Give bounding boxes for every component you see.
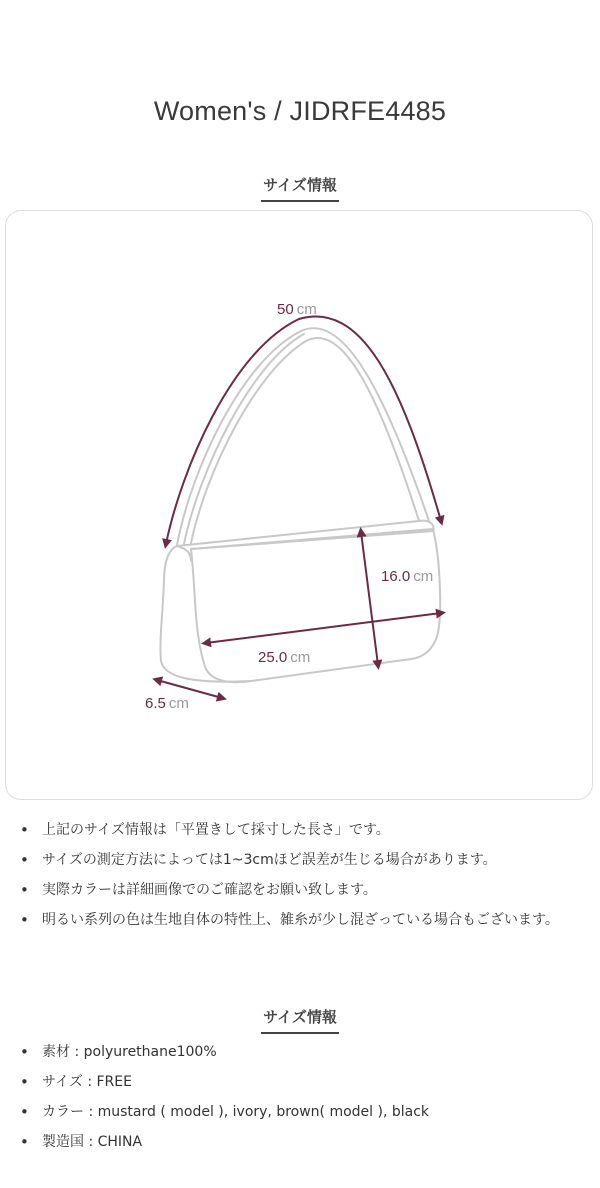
width-measure-label: 25.0 cm — [258, 649, 311, 666]
spec-origin: • 製造国 : CHINA — [0, 1127, 600, 1157]
page-title: Women's / JIDRFE4485 — [153, 96, 447, 126]
bag-top — [177, 521, 433, 549]
strap-measure-label: 50 cm — [277, 301, 317, 318]
strap-outer — [177, 328, 429, 545]
height-measure-line — [361, 532, 378, 665]
size-notes-list — [0, 815, 600, 935]
bag-side — [160, 546, 251, 682]
strap-measure-line — [166, 316, 441, 544]
size-info-heading-label: サイズ情報 — [261, 174, 339, 202]
spec-size: • サイズ : FREE — [0, 1067, 600, 1097]
spec-list — [0, 1037, 600, 1157]
height-measure-label: 16.0 cm — [381, 568, 434, 585]
spec-color: • カラー : mustard ( model ), ivory, brown( model ), black — [0, 1097, 600, 1127]
spec-material: • 素材 : polyurethane100% — [0, 1037, 600, 1067]
spec-heading-label: サイズ情報 — [261, 1006, 339, 1034]
strap-inner — [191, 338, 419, 543]
spec-heading — [0, 1006, 600, 1034]
list-item: • 実際カラーは詳細画像でのご確認をお願い致します。 — [0, 875, 600, 905]
depth-measure-label: 6.5 cm — [145, 695, 189, 712]
bag-front — [191, 529, 440, 682]
bag-side-edge — [177, 546, 191, 561]
list-item: • 上記のサイズ情報は「平置きして採寸した長さ」です。 — [0, 815, 600, 845]
list-item: • サイズの測定方法によっては1~3cmほど誤差が生じる場合があります。 — [0, 845, 600, 875]
size-info-heading — [0, 174, 600, 202]
bag-outline — [160, 328, 440, 682]
bag-diagram-svg — [6, 211, 594, 801]
width-measure-line — [206, 613, 441, 643]
depth-measure-line — [157, 680, 222, 698]
size-diagram — [5, 210, 593, 800]
list-item: • 明るい系列の色は生地自体の特性上、雑糸が少し混ざっている場合もございます。 — [0, 905, 600, 935]
